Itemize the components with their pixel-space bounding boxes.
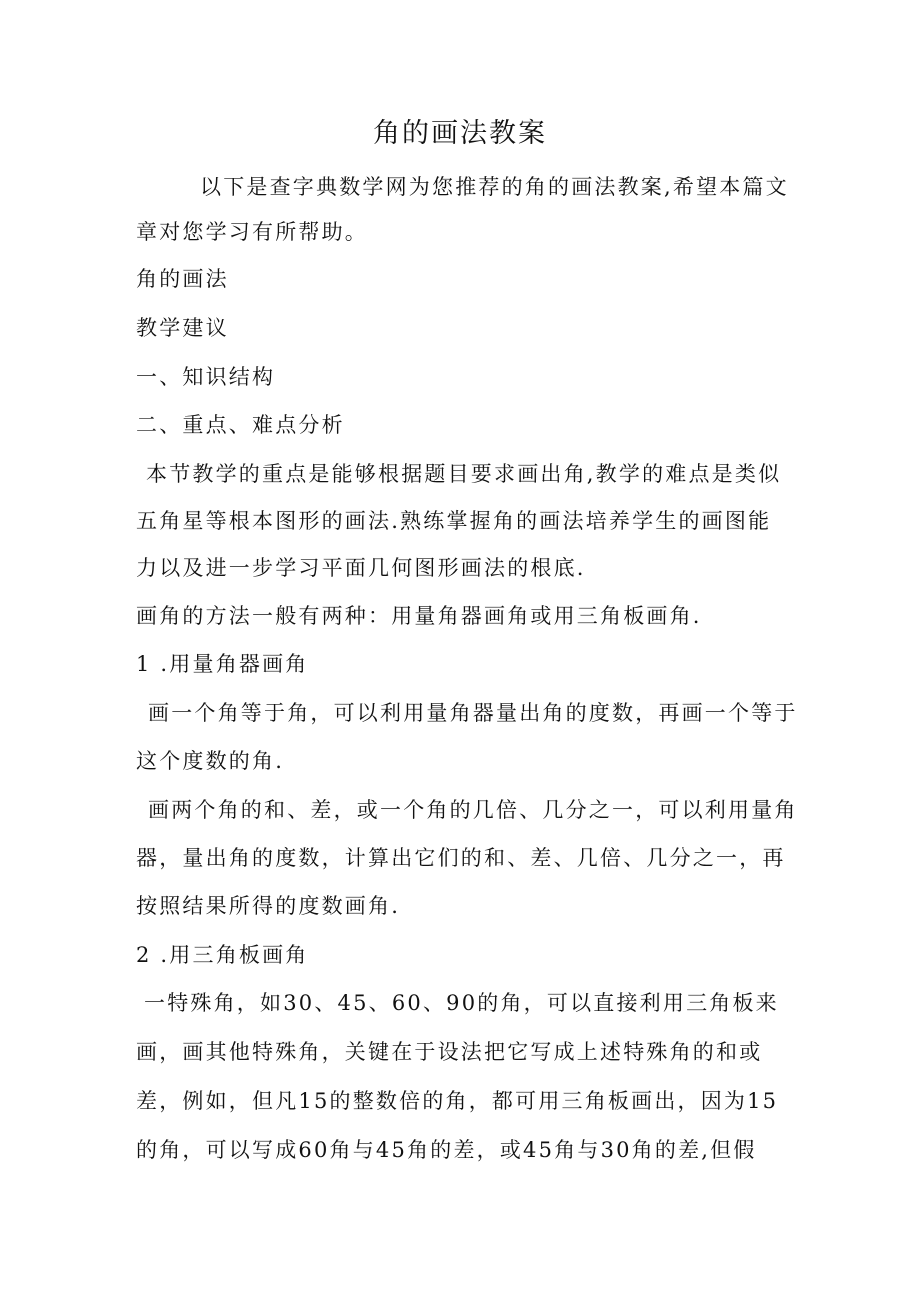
paragraph-line: 画角的方法一般有两种：用量角器画角或用三角板画角. [136,604,702,628]
paragraph-line: 一特殊角，如30、45、60、90的角，可以直接利用三角板来 [144,991,779,1015]
paragraph-line: 的角，可以写成60角与45角的差，或45角与30角的差,但假 [136,1138,757,1162]
intro-line-1: 以下是查字典数学网为您推荐的角的画法教案,希望本篇文 [200,175,789,199]
paragraph-line: 画，画其他特殊角，关键在于设法把它写成上述特殊角的和或 [136,1040,763,1064]
section-heading: 教学建议 [136,316,229,340]
paragraph-line: 五角星等根本图形的画法.熟练掌握角的画法培养学生的画图能 [136,509,772,533]
paragraph-line: 按照结果所得的度数画角. [136,894,401,918]
section-heading: 一、知识结构 [136,365,276,389]
intro-line-2: 章对您学习有所帮助。 [136,220,368,244]
document-title: 角的画法教案 [373,118,547,149]
section-heading: 角的画法 [136,267,229,291]
paragraph-line: 力以及进一步学习平面几何图形画法的根底. [136,556,586,580]
paragraph-line: 这个度数的角. [136,749,285,773]
paragraph-line: 差，例如，但凡15的整数倍的角，都可用三角板画出，因为15 [136,1089,779,1113]
subsection-heading: 1 .用量角器画角 [136,652,309,676]
paragraph-line: 器，量出角的度数，计算出它们的和、差、几倍、几分之一，再 [136,846,786,870]
paragraph-line: 本节教学的重点是能够根据题目要求画出角,教学的难点是类似 [146,462,782,486]
paragraph-line: 画两个角的和、差，或一个角的几倍、几分之一，可以利用量角 [148,798,798,822]
paragraph-line: 画一个角等于角，可以利用量角器量出角的度数，再画一个等于 [148,701,798,725]
subsection-heading: 2 .用三角板画角 [136,943,309,967]
section-heading: 二、重点、难点分析 [136,413,345,437]
